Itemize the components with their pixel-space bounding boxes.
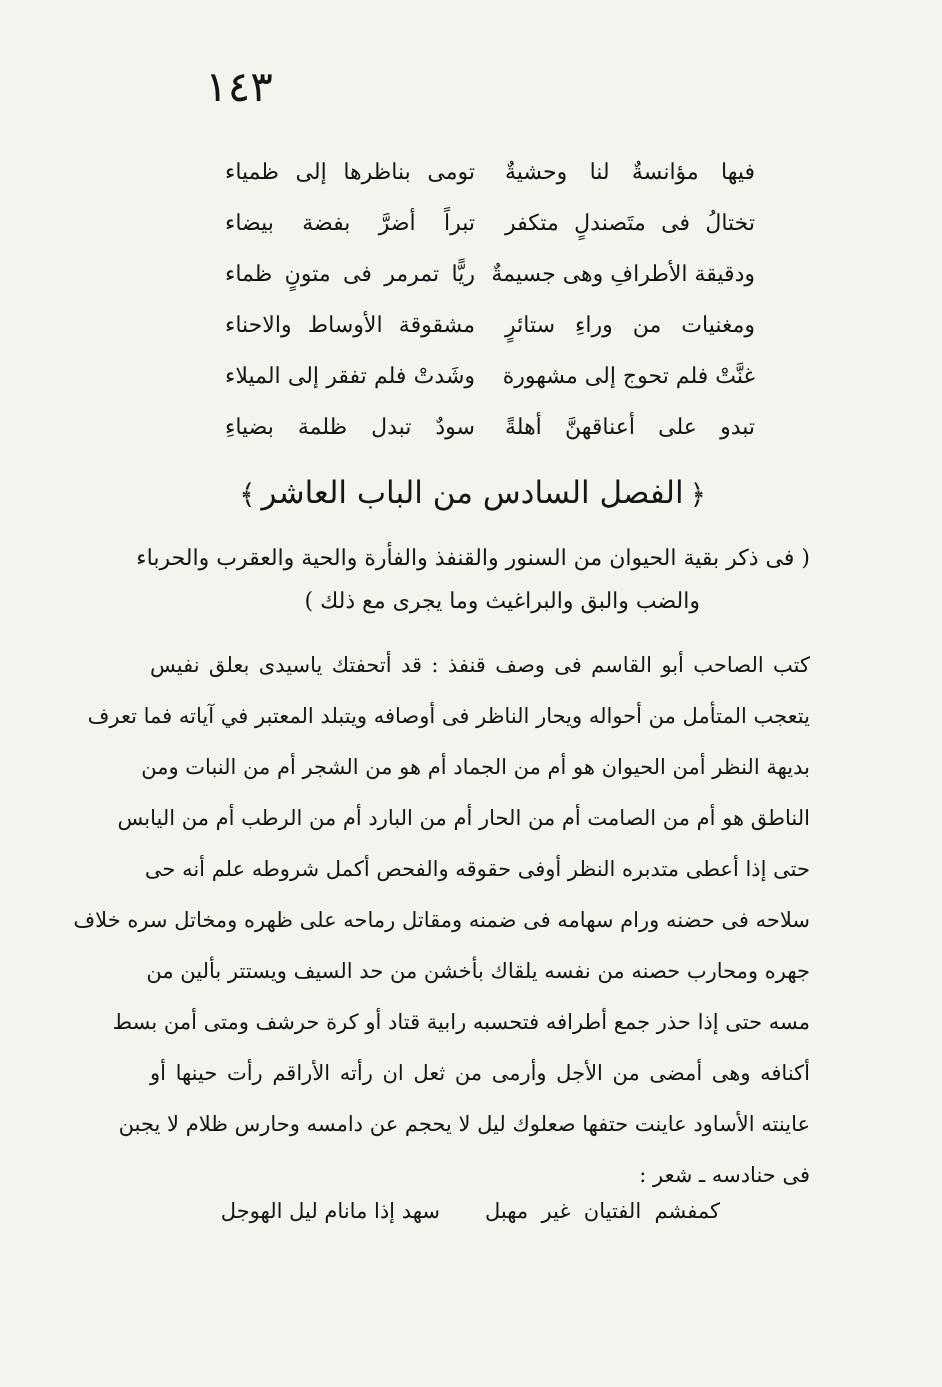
prose-line: سلاحه فى حضنه ورام سهامه فى ضمنه ومقاتل رماحه على ظهره ومخاتل سره خلاف	[73, 908, 810, 932]
chapter-subtitle-line-2: والضب والبق والبراغيث وما يجرى مع ذلك )	[304, 589, 700, 614]
verse-second-hemistich: سهد إذا مانام ليل الهوجل	[220, 1199, 440, 1223]
verse-first-hemistich: تبدو على أعناقهنَّ أهلةً	[505, 415, 755, 440]
verse-second-hemistich: ريًّا تمرمر فى متونٍ ظماء	[225, 262, 475, 287]
verse-first-hemistich: ودقيقة الأطرافِ وهى جسيمةٌ	[491, 262, 755, 287]
verse-second-hemistich: مشقوقة الأوساط والاحناء	[225, 313, 475, 338]
prose-line: الناطق هو أم من الصامت أم من الحار أم من البارد أم من الرطب أم من اليابس	[117, 806, 810, 830]
verse-second-hemistich: تومى بناظرها إلى ظمياء	[225, 160, 475, 185]
verse-row	[225, 300, 755, 351]
chapter-heading	[239, 465, 712, 521]
poem-verses	[225, 147, 755, 453]
prose-line: فى حنادسه ـ شعر :	[639, 1163, 810, 1187]
page-number: ١٤٣	[205, 62, 273, 111]
prose-paragraph	[73, 640, 810, 1201]
verse-second-hemistich: تبراً أضرَّ بفضة بيضاء	[225, 211, 475, 236]
prose-line: يتعجب المتأمل من أحواله ويحار الناظر فى أوصافه ويتبلد المعتبر في آياته فما تعرف	[87, 704, 810, 728]
verse-first-hemistich: ومغنيات من وراءِ ستائرٍ	[505, 313, 755, 338]
verse-row	[225, 198, 755, 249]
chapter-title: الفصل السادس من الباب العاشر	[261, 475, 684, 511]
verse-first-hemistich: كمفشم الفتيان غير مهبل	[485, 1199, 720, 1223]
verse-first-hemistich: تختالُ فى متَصندلٍ متكفر	[505, 211, 755, 236]
closing-verse	[220, 1188, 720, 1234]
ornament-bracket-right: ﴿	[689, 477, 706, 511]
prose-line: مسه حتى إذا حذر جمع أطرافه فتحسبه رابية قتاد أو كرة حرشف ومتى أمن بسط	[112, 1010, 810, 1034]
verse-first-hemistich: غنَّتْ فلم تحوج إلى مشهورة	[502, 364, 755, 389]
verse-second-hemistich: سودٌ تبدل ظلمة بضياءِ	[225, 415, 475, 440]
prose-line: عاينته الأساود عاينت حتفها صعلوك ليل لا يحجم عن دامسه وحارس ظلام لا يجبن	[118, 1112, 810, 1136]
prose-line: كتب الصاحب أبو القاسم فى وصف قنفذ : قد أتحفتك ياسيدى بعلق نفيس	[150, 653, 810, 677]
verse-row	[225, 147, 755, 198]
verse-row	[225, 351, 755, 402]
verse-second-hemistich: وشَدتْ فلم تفقر إلى الميلاء	[225, 364, 475, 389]
prose-line: أكنافه وهى أمضى من الأجل وأرمى من ثعل ان رأته الأراقم رأت حينها أو	[150, 1061, 810, 1085]
ornament-bracket-left: ﴾	[239, 477, 256, 511]
verse-row	[225, 402, 755, 453]
verse-row	[225, 249, 755, 300]
verse-first-hemistich: فيها مؤانسةٌ لنا وحشيةٌ	[505, 160, 755, 185]
prose-line: بديهة النظر أمن الحيوان هو أم من الجماد أم هو من الشجر أم من النبات ومن	[141, 755, 810, 779]
chapter-subtitle-line-1: ( فى ذكر بقية الحيوان من السنور والقنفذ والفأرة والحية والعقرب والحرباء	[136, 546, 810, 571]
prose-line: جهره ومحارب حصنه من نفسه يلقاك بأخشن من حد السيف ويستتر بألين من	[146, 959, 810, 983]
prose-line: حتى إذا أعطى متدبره النظر أوفى حقوقه والفحص أكمل شروطه علم أنه حى	[144, 857, 810, 881]
